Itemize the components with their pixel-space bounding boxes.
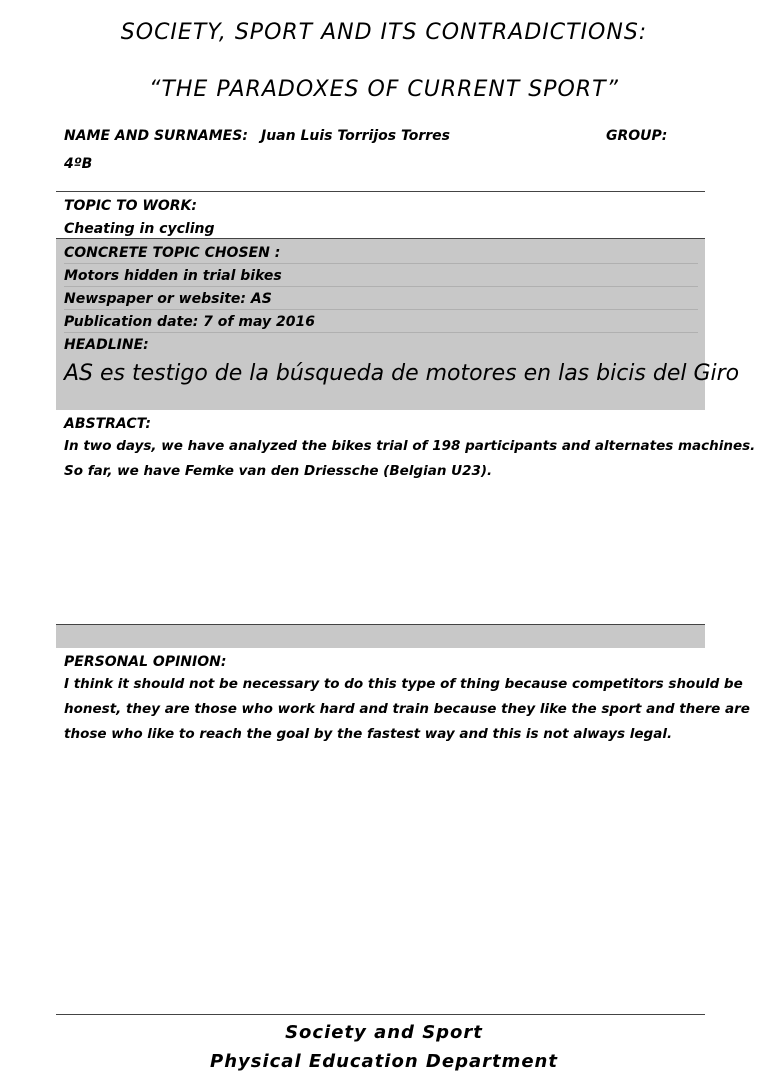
abstract-line: So far, we have Femke van den Driessche (Belgian U23). xyxy=(64,463,493,479)
group-value: 4ºB xyxy=(64,156,93,172)
publication-date-line: Publication date: 7 of may 2016 xyxy=(64,314,315,330)
footer-line-1: Society and Sport xyxy=(285,1022,483,1043)
concrete-topic-value: Motors hidden in trial bikes xyxy=(64,268,282,284)
document-title: SOCIETY, SPORT AND ITS CONTRADICTIONS: xyxy=(120,20,648,45)
topic-value: Cheating in cycling xyxy=(64,221,215,237)
name-value: Juan Luis Torrijos Torres xyxy=(261,128,450,144)
footer-divider xyxy=(56,1014,705,1015)
row-separator xyxy=(64,332,698,333)
opinion-label: PERSONAL OPINION: xyxy=(64,654,227,670)
opinion-line: those who like to reach the goal by the fastest way and this is not always legal. xyxy=(64,726,673,742)
group-label: GROUP: xyxy=(606,128,668,144)
opinion-line: honest, they are those who work hard and train because they like the sport and there are xyxy=(64,701,750,717)
abstract-label: ABSTRACT: xyxy=(64,416,151,432)
opinion-text xyxy=(64,672,750,747)
abstract-text xyxy=(64,434,755,484)
row-separator xyxy=(64,286,698,287)
row-separator xyxy=(64,263,698,264)
concrete-topic-label: CONCRETE TOPIC CHOSEN : xyxy=(64,245,281,261)
divider-top xyxy=(56,191,705,192)
abstract-line: In two days, we have analyzed the bikes trial of 198 participants and alternates machines. xyxy=(64,438,756,454)
footer-line-2: Physical Education Department xyxy=(210,1051,558,1072)
headline-label: HEADLINE: xyxy=(64,337,149,353)
document-subtitle: “THE PARADOXES OF CURRENT SPORT” xyxy=(149,77,619,102)
row-separator xyxy=(64,309,698,310)
newspaper-line: Newspaper or website: AS xyxy=(64,291,272,307)
opinion-line: I think it should not be necessary to do this type of thing because competitors should be xyxy=(64,676,743,692)
name-label: NAME AND SURNAMES: xyxy=(64,128,248,144)
separator-band xyxy=(56,625,705,648)
topic-label: TOPIC TO WORK: xyxy=(64,198,197,214)
headline-text: AS es testigo de la búsqueda de motores en las bicis del Giro xyxy=(64,361,740,386)
